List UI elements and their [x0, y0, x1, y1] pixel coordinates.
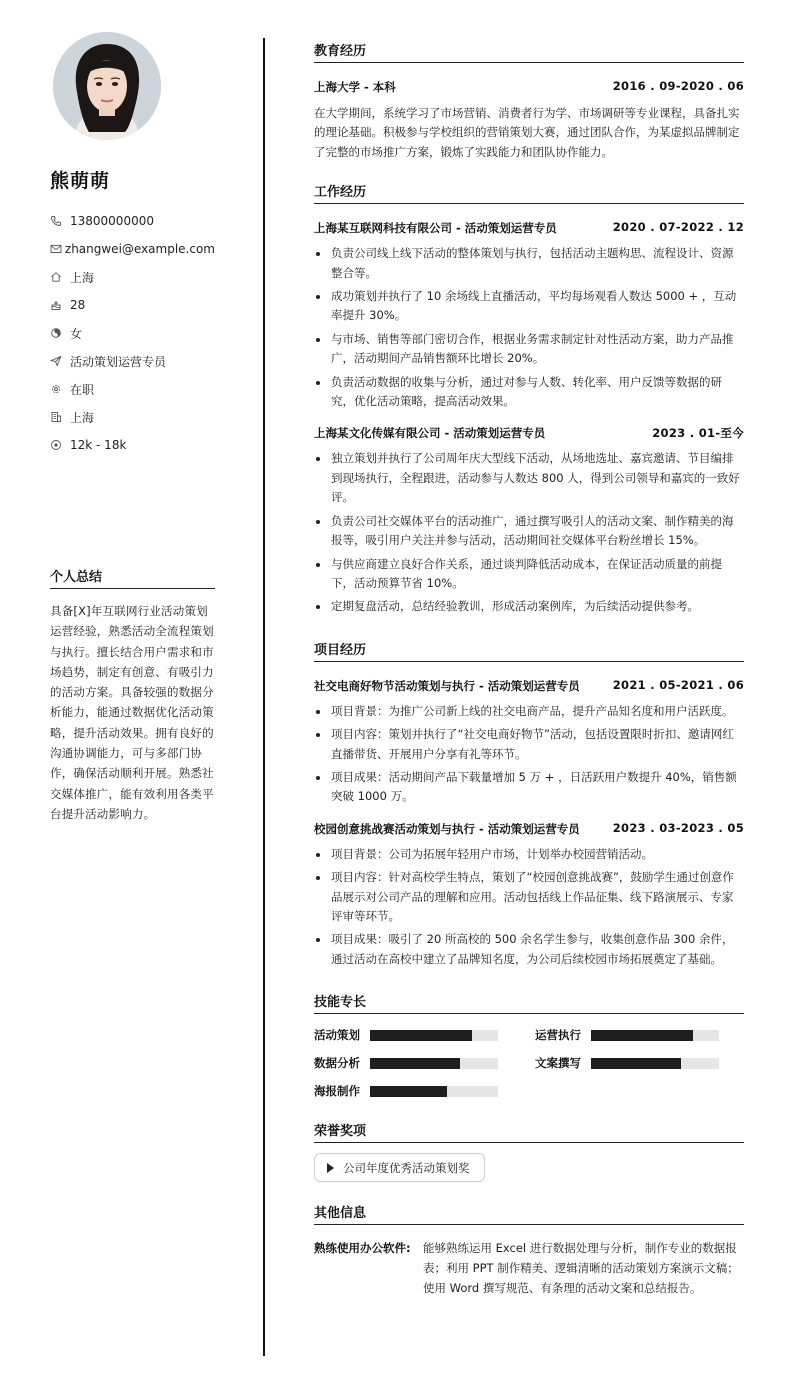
play-triangle-icon	[327, 1163, 334, 1173]
project-header	[314, 821, 744, 837]
project-name-role: 社交电商好物节活动策划与执行 - 活动策划运营专员	[314, 678, 580, 693]
email-text: zhangwei@example.com	[64, 242, 215, 256]
status-text: 在职	[70, 382, 95, 397]
skill-label: 活动策划	[314, 1028, 360, 1043]
list-item: 项目内容：策划并执行了“社交电商好物节”活动，包括设置限时折扣、邀请网红直播带货、开展用户分享有礼等环节。	[314, 725, 744, 764]
award-label: 公司年度优秀活动策划奖	[343, 1160, 470, 1175]
project-details-list	[314, 845, 744, 969]
other-title: 其他信息	[314, 1202, 744, 1225]
skills-section	[314, 991, 744, 1098]
list-item: 项目背景：为推广公司新上线的社交电商产品，提升产品知名度和用户活跃度。	[314, 702, 744, 721]
skills-grid	[314, 1028, 744, 1098]
city-text: 上海	[70, 410, 95, 425]
other-info-row	[314, 1239, 744, 1298]
list-item: 负责公司线上线下活动的整体策划与执行，包括活动主题构思、流程设计、资源整合等。	[314, 244, 744, 283]
main-content	[314, 40, 744, 1299]
awards-section	[314, 1120, 744, 1182]
info-city	[50, 403, 215, 431]
gender-text: 女	[70, 326, 83, 341]
skill-bar-fill	[591, 1030, 693, 1041]
education-title: 教育经历	[314, 40, 744, 63]
home-icon	[50, 271, 70, 283]
info-email	[50, 235, 215, 263]
skill-item	[314, 1028, 535, 1042]
education-section	[314, 40, 744, 162]
avatar	[53, 32, 161, 140]
avatar-portrait-image	[53, 32, 161, 140]
job-date: 2023 . 01-至今	[652, 426, 744, 441]
project-date: 2021 . 05-2021 . 06	[612, 677, 744, 692]
summary-title: 个人总结	[50, 566, 215, 589]
phone-text: 13800000000	[70, 214, 154, 228]
skill-label: 文案撰写	[535, 1056, 581, 1071]
list-item: 成功策划并执行了 10 余场线上直播活动，平均每场观看人数达 5000 + ，互动率提升 30%。	[314, 287, 744, 326]
projects-section	[314, 639, 744, 969]
job-company-role: 上海某互联网科技有限公司 - 活动策划运营专员	[314, 221, 557, 236]
skill-bar	[370, 1086, 498, 1097]
list-item: 负责活动数据的收集与分析，通过对参与人数、转化率、用户反馈等数据的研究，优化活动策略，提高活动效果。	[314, 373, 744, 412]
info-status	[50, 375, 215, 403]
profile-sidebar	[50, 32, 215, 459]
other-section	[314, 1202, 744, 1298]
list-item: 项目内容：针对高校学生特点，策划了“校园创意挑战赛”，鼓励学生通过创意作品展示对公司产品的理解和应用。活动包括线上作品征集、线下路演展示、专家评审等环节。	[314, 868, 744, 926]
education-school: 上海大学 - 本科	[314, 80, 396, 94]
info-phone	[50, 207, 215, 235]
project-details-list	[314, 702, 744, 807]
skill-item	[314, 1056, 535, 1070]
list-item: 项目成果：活动期间产品下载量增加 5 万 + ，日活跃用户数提升 40%，销售额突破 1000 万。	[314, 768, 744, 807]
position-text: 活动策划运营专员	[70, 354, 167, 369]
job-duties-list	[314, 244, 744, 411]
job-header	[314, 425, 744, 441]
list-item: 项目成果：吸引了 20 所高校的 500 余名学生参与，收集创意作品 300 余件，通过活动在高校中建立了品牌知名度，为公司后续校园市场拓展奠定了基础。	[314, 930, 744, 969]
gender-icon	[50, 327, 70, 339]
education-header	[314, 79, 744, 95]
skill-bar-fill	[591, 1058, 681, 1069]
skill-label: 数据分析	[314, 1056, 360, 1071]
info-location	[50, 263, 215, 291]
summary-section	[50, 566, 215, 824]
skill-item	[535, 1056, 744, 1070]
other-info-value: 能够熟练运用 Excel 进行数据处理与分析，制作专业的数据报表；利用 PPT 制作精美、逻辑清晰的活动策划方案演示文稿；使用 Word 撰写规范、有条理的活动文案和总结报告。	[423, 1241, 739, 1295]
contact-info-list	[50, 207, 215, 459]
list-item: 与市场、销售等部门密切合作，根据业务需求制定针对性活动方案，助力产品推广，活动期间产品销售额环比增长 20%。	[314, 330, 744, 369]
salary-text: 12k - 18k	[70, 438, 127, 452]
settings-icon	[50, 383, 70, 395]
summary-text: 具备[X]年互联网行业活动策划运营经验，熟悉活动全流程策划与执行。擅长结合用户需求和市场趋势，制定有创意、有吸引力的活动方案。具备较强的数据分析能力，能通过数据优化活动策略，提升活动效果。拥有良好的沟通协调能力，可与多部门协作，确保活动顺利开展。熟悉社交媒体推广，能有效利用各类平台提升活动影响力。	[50, 604, 214, 821]
education-description: 在大学期间，系统学习了市场营销、消费者行为学、市场调研等专业课程，具备扎实的理论基础。积极参与学校组织的营销策划大赛，通过团队合作，为某虚拟品牌制定了完整的市场推广方案，锻炼了实践能力和团队协作能力。	[314, 106, 740, 159]
skill-bar	[591, 1058, 719, 1069]
education-date: 2016 . 09-2020 . 06	[612, 79, 744, 93]
info-salary	[50, 431, 215, 459]
list-item: 与供应商建立良好合作关系，通过谈判降低活动成本，在保证活动质量的前提下，活动预算节省 10%。	[314, 555, 744, 594]
job-header	[314, 220, 744, 236]
project-date: 2023 . 03-2023 . 05	[612, 820, 744, 835]
mail-icon	[50, 243, 65, 255]
cake-icon	[50, 299, 70, 311]
column-divider	[263, 38, 265, 1356]
profile-name: 熊萌萌	[50, 170, 111, 192]
skill-bar	[370, 1058, 498, 1069]
list-item: 定期复盘活动，总结经验教训，形成活动案例库，为后续活动提供参考。	[314, 597, 744, 616]
info-gender	[50, 319, 215, 347]
job-date: 2020 . 07-2022 . 12	[612, 220, 744, 235]
skills-title: 技能专长	[314, 991, 744, 1014]
skill-label: 海报制作	[314, 1084, 360, 1099]
salary-icon	[50, 439, 70, 451]
skill-bar-fill	[370, 1086, 447, 1097]
awards-title: 荣誉奖项	[314, 1120, 744, 1143]
job-company-role: 上海某文化传媒有限公司 - 活动策划运营专员	[314, 426, 546, 441]
award-item	[314, 1153, 485, 1182]
list-item: 负责公司社交媒体平台的活动推广，通过撰写吸引人的活动文案、制作精美的海报等，吸引用户关注并参与活动，活动期间社交媒体平台粉丝增长 15%。	[314, 512, 744, 551]
work-title: 工作经历	[314, 181, 744, 204]
project-name-role: 校园创意挑战赛活动策划与执行 - 活动策划运营专员	[314, 821, 580, 836]
skill-bar-fill	[370, 1058, 460, 1069]
location-text: 上海	[70, 270, 95, 285]
other-info-key: 熟练使用办公软件:	[314, 1241, 411, 1256]
skill-item	[535, 1028, 744, 1042]
info-position	[50, 347, 215, 375]
skill-bar-fill	[370, 1030, 472, 1041]
job-duties-list	[314, 449, 744, 616]
age-text: 28	[70, 298, 86, 312]
project-header	[314, 678, 744, 694]
building-icon	[50, 411, 70, 423]
list-item: 独立策划并执行了公司周年庆大型线下活动，从场地选址、嘉宾邀请、节目编排到现场执行，全程跟进，活动参与人数达 800 人，得到公司领导和嘉宾的一致好评。	[314, 449, 744, 507]
skill-bar	[370, 1030, 498, 1041]
projects-title: 项目经历	[314, 639, 744, 662]
skill-label: 运营执行	[535, 1028, 581, 1043]
info-age	[50, 291, 215, 319]
send-icon	[50, 355, 70, 367]
phone-icon	[50, 215, 70, 227]
list-item: 项目背景：公司为拓展年轻用户市场，计划举办校园营销活动。	[314, 845, 744, 864]
skill-item	[314, 1084, 535, 1098]
skill-bar	[591, 1030, 719, 1041]
work-section	[314, 181, 744, 617]
